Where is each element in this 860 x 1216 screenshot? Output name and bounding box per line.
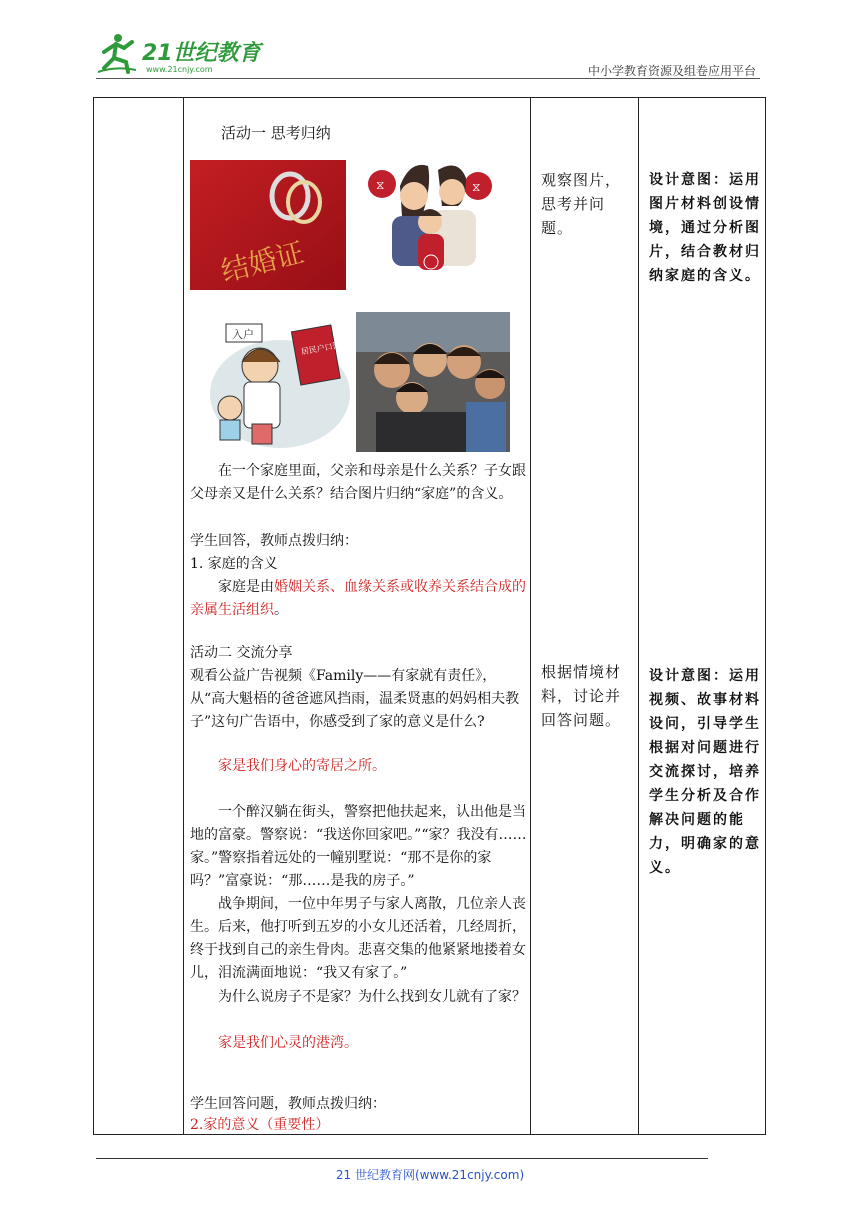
runner-icon	[98, 34, 136, 72]
activity1-point-title: 1. 家庭的含义	[190, 556, 278, 572]
page-header	[0, 0, 860, 82]
activity1-design-intent: 设计意图：运用图片材料创设情境，通过分析图片，结合教材归纳家庭的含义。	[649, 172, 761, 284]
activity2-answer2: 家是我们心灵的港湾。	[218, 1035, 358, 1051]
activity2-title: 活动二 交流分享	[190, 645, 293, 661]
dna-icon: ⧖	[472, 180, 481, 194]
activity2-question: 为什么说房子不是家？为什么找到女儿就有了家？	[218, 989, 526, 1005]
activity2-point-title: 2.家的意义（重要性）	[190, 1117, 330, 1133]
activity1-question: 在一个家庭里面，父亲和母亲是什么关系？子女跟父母亲又是什么关系？结合图片归纳“家庭”的含义。	[190, 463, 526, 502]
activity2-story1: 一个醉汉躺在街头，警察把他扶起来，认出他是当地的富豪。警察说：“我送你回家吧。”“家？我没有……家。”警察指着远处的一幢别墅说：“那不是你的家吗？”富豪说：“那……是我的房子。”	[190, 804, 527, 889]
column-divider	[638, 98, 639, 1134]
column-divider	[183, 98, 184, 1134]
logo	[96, 32, 266, 76]
activity2-design-intent: 设计意图：运用视频、故事材料设问，引导学生根据对问题进行交流探讨，培养学生分析及合作解决问题的能力，明确家的意义。	[649, 668, 761, 876]
platform-name: 中小学教育资源及组卷应用平台	[587, 64, 756, 78]
activity2-ad-text: 观看公益广告视频《Family——有家就有责任》，从“高大魁梧的爸爸遮风挡雨，温柔贤惠的妈妈相夫教子”这句广告语中，你感受到了家的意义是什么?	[190, 668, 520, 730]
svg-text:www.21cnjy.com: www.21cnjy.com	[146, 65, 213, 74]
svg-text:结婚证: 结婚证	[217, 235, 308, 289]
lesson-table	[93, 97, 766, 1135]
activity2-student-activity: 根据情境材料，讨论并回答问题。	[541, 663, 622, 729]
footer-divider	[96, 1158, 708, 1159]
activity1-definition: 家庭是由婚姻关系、血缘关系或收养关系结合成的亲属生活组织。	[190, 579, 526, 618]
activity2-story2: 战争期间，一位中年男子与家人离散，几位亲人丧生。后来，他打听到五岁的小女儿还活着，几经周折，终于找到自己的亲生骨肉。悲喜交集的他紧紧地搂着女儿，泪流满面地说：“我又有家了。”	[190, 896, 526, 981]
household-registration-image	[208, 316, 356, 452]
header-divider	[96, 78, 760, 79]
column-divider	[530, 98, 531, 1134]
dna-icon: ⧖	[376, 178, 385, 192]
activity2-student-answer: 学生回答问题，教师点拨归纳：	[190, 1096, 386, 1112]
activity1-student-answer: 学生回答，教师点拨归纳：	[190, 533, 358, 549]
svg-text:居民户口簿: 居民户口簿	[300, 340, 342, 357]
footer-link[interactable]: 21 世纪教育网(www.21cnjy.com)	[335, 1168, 525, 1182]
family-dna-image	[362, 156, 494, 290]
activity2-answer1: 家是我们身心的寄居之所。	[218, 758, 386, 774]
svg-text:21世纪教育: 21世纪教育	[142, 41, 261, 66]
activity1-student-activity: 观察图片，思考并问题。	[541, 171, 622, 237]
marriage-certificate-image	[190, 160, 346, 290]
definition-highlight: 婚姻关系、血缘关系或收养关系结合成的亲属生活组织	[190, 579, 526, 618]
activity1-title: 活动一 思考归纳	[221, 124, 331, 142]
svg-text:入户: 入户	[232, 328, 254, 341]
family-photo-image	[356, 312, 510, 452]
